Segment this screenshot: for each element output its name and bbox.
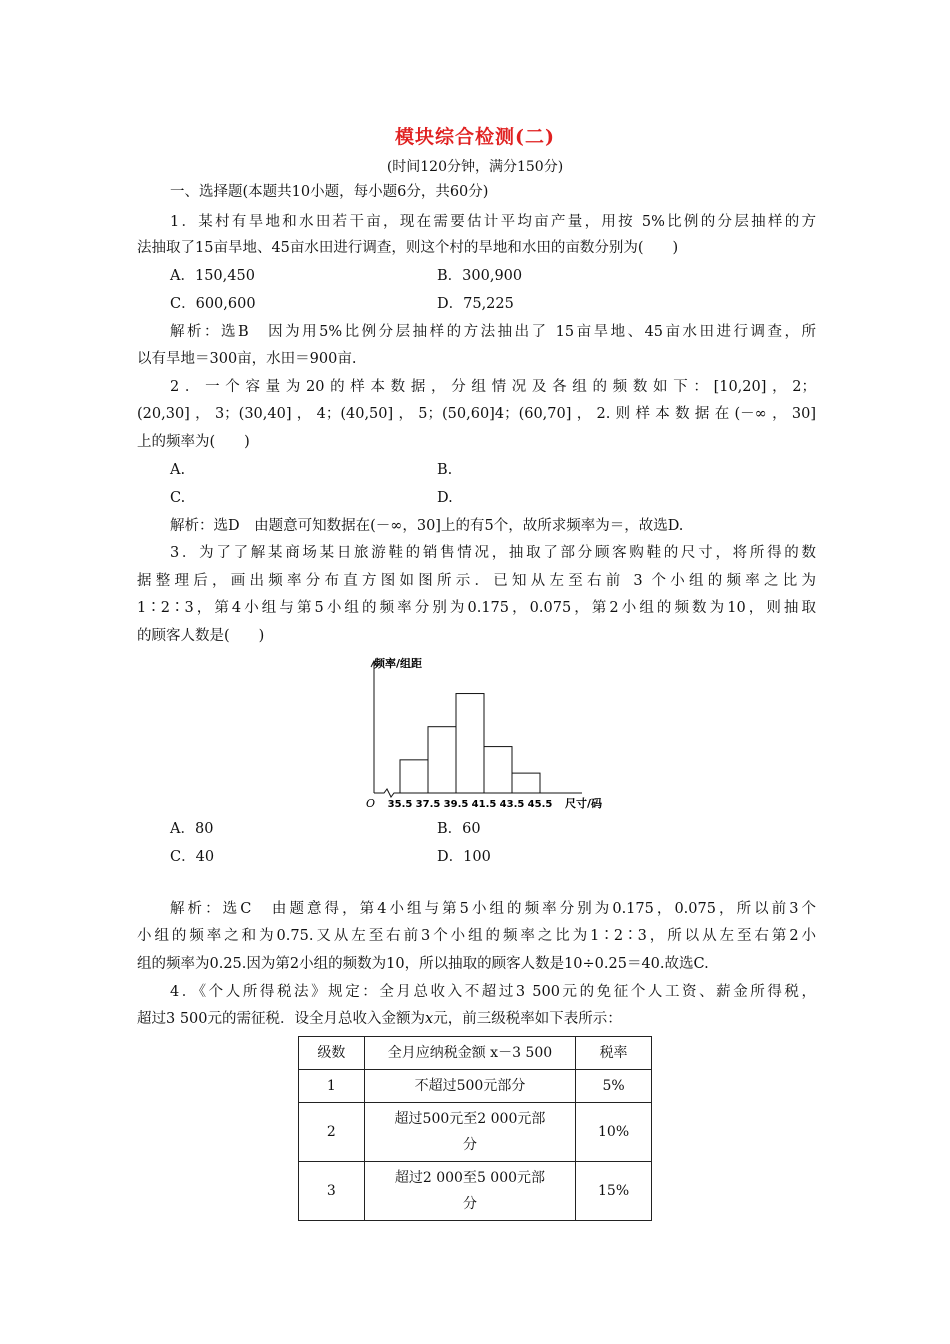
q2-option-b: B. xyxy=(437,462,453,478)
q1-line1: 1．某村有旱地和水田若干亩，现在需要估计平均亩产量，用按 5%比例的分层抽样的方 xyxy=(170,214,816,230)
table-cell: 1 xyxy=(299,1070,365,1103)
x-tick-label: 43.5 xyxy=(499,799,525,810)
table-cell: 5% xyxy=(576,1070,652,1103)
table-row xyxy=(299,1162,652,1221)
q3-answer-line1: 解析：选C 由题意得，第4小组与第5小组的频率分别为0.175，0.075，所以前3个 xyxy=(170,901,816,917)
q3-option-d: D．100 xyxy=(437,849,491,865)
table-cell: 2 xyxy=(299,1103,365,1162)
q3-answer-line2: 小组的频率之和为0.75.又从左至右前3个小组的频率之比为1∶2∶3，所以从左至右第2小 xyxy=(137,928,816,944)
x-tick-label: 45.5 xyxy=(527,799,553,810)
histogram-bar xyxy=(456,694,484,793)
x-tick-label: 41.5 xyxy=(471,799,497,810)
header-level: 级数 xyxy=(299,1037,365,1070)
q1-answer-line2: 以有旱地＝300亩，水田＝900亩. xyxy=(137,351,357,367)
q4-line2 xyxy=(137,1009,622,1029)
q2-line2: (20,30]，3；(30,40]，4；(40,50]，5；(50,60]4；(60,70]，2.则样本数据在(－∞，30] xyxy=(137,406,816,422)
q4-variable-x: x xyxy=(425,1011,434,1027)
histogram-bar xyxy=(428,727,456,793)
q1-option-c: C．600,600 xyxy=(170,296,256,312)
table-row xyxy=(299,1070,652,1103)
q2-answer-line1: 解析：选D 由题意可知数据在(－∞，30]上的有5个，故所求频率为＝，故选D. xyxy=(170,518,684,534)
table-cell: 3 xyxy=(299,1162,365,1221)
table-header-row xyxy=(299,1037,652,1070)
q1-answer-line1: 解析：选B 因为用5%比例分层抽样的方法抽出了 15亩旱地、45亩水田进行调查，所 xyxy=(170,324,816,340)
y-axis-label: 频率/组距 xyxy=(374,657,423,670)
table-cell: 超过2 000至5 000元部分 xyxy=(364,1162,575,1221)
q3-line4: 的顾客人数是( ) xyxy=(137,628,265,644)
page-title: 模块综合检测(二) xyxy=(395,126,555,148)
q2-line1: 2．一个容量为20的样本数据，分组情况及各组的频数如下：[10,20]，2； xyxy=(170,379,816,395)
section-heading: 一、选择题(本题共10小题，每小题6分，共60分) xyxy=(170,184,489,200)
histogram-bar xyxy=(512,773,540,793)
q2-option-d: D. xyxy=(437,490,453,506)
q3-answer-line3: 组的频率为0.25.因为第2小组的频数为10，所以抽取的顾客人数是10÷0.25＝40.故选C. xyxy=(137,956,709,972)
header-amount: 全月应纳税金额 x－3 500 xyxy=(364,1037,575,1070)
q2-line3: 上的频率为( ) xyxy=(137,434,250,450)
q3-option-c: C．40 xyxy=(170,849,215,865)
q3-line1: 3．为了了解某商场某日旅游鞋的销售情况，抽取了部分顾客购鞋的尺寸，将所得的数 xyxy=(170,545,816,561)
q3-option-b: B．60 xyxy=(437,821,481,837)
table-cell: 超过500元至2 000元部分 xyxy=(364,1103,575,1162)
histogram-bar xyxy=(484,747,512,793)
q3-line3: 1∶2∶3，第4小组与第5小组的频率分别为0.175，0.075，第2小组的频数为10，则抽取 xyxy=(137,600,816,616)
origin-label: O xyxy=(366,797,376,810)
table-cell: 10% xyxy=(576,1103,652,1162)
q2-option-a: A. xyxy=(170,462,186,478)
header-rate: 税率 xyxy=(576,1037,652,1070)
table-cell: 15% xyxy=(576,1162,652,1221)
q4-line2-a: 超过3 500元的需征税．设全月总收入金额为 xyxy=(137,1011,426,1027)
q1-option-a: A．150,450 xyxy=(170,268,255,284)
q3-option-a: A．80 xyxy=(170,821,214,837)
table-cell: 不超过500元部分 xyxy=(364,1070,575,1103)
x-axis-label: 尺寸/码 xyxy=(565,797,603,810)
x-tick-label: 35.5 xyxy=(387,799,413,810)
frequency-histogram xyxy=(360,655,620,815)
q3-line2: 据整理后，画出频率分布直方图如图所示．已知从左至右前 3 个小组的频率之比为 xyxy=(137,573,816,589)
page-subtitle: (时间120分钟，满分150分) xyxy=(386,159,564,175)
x-tick-label: 37.5 xyxy=(415,799,441,810)
q2-option-c: C. xyxy=(170,490,186,506)
table-row xyxy=(299,1103,652,1162)
q4-line1: 4．《个人所得税法》规定：全月总收入不超过3 500元的免征个人工资、薪金所得税， xyxy=(170,984,816,1000)
x-tick-label: 39.5 xyxy=(443,799,469,810)
q1-line2: 法抽取了15亩旱地、45亩水田进行调查，则这个村的旱地和水田的亩数分别为( ) xyxy=(137,240,679,256)
q1-option-d: D．75,225 xyxy=(437,296,514,312)
histogram-bar xyxy=(400,760,428,793)
tax-rate-table xyxy=(298,1036,652,1221)
q4-line2-b: 元，前三级税率如下表所示： xyxy=(433,1011,622,1027)
q1-option-b: B．300,900 xyxy=(437,268,523,284)
